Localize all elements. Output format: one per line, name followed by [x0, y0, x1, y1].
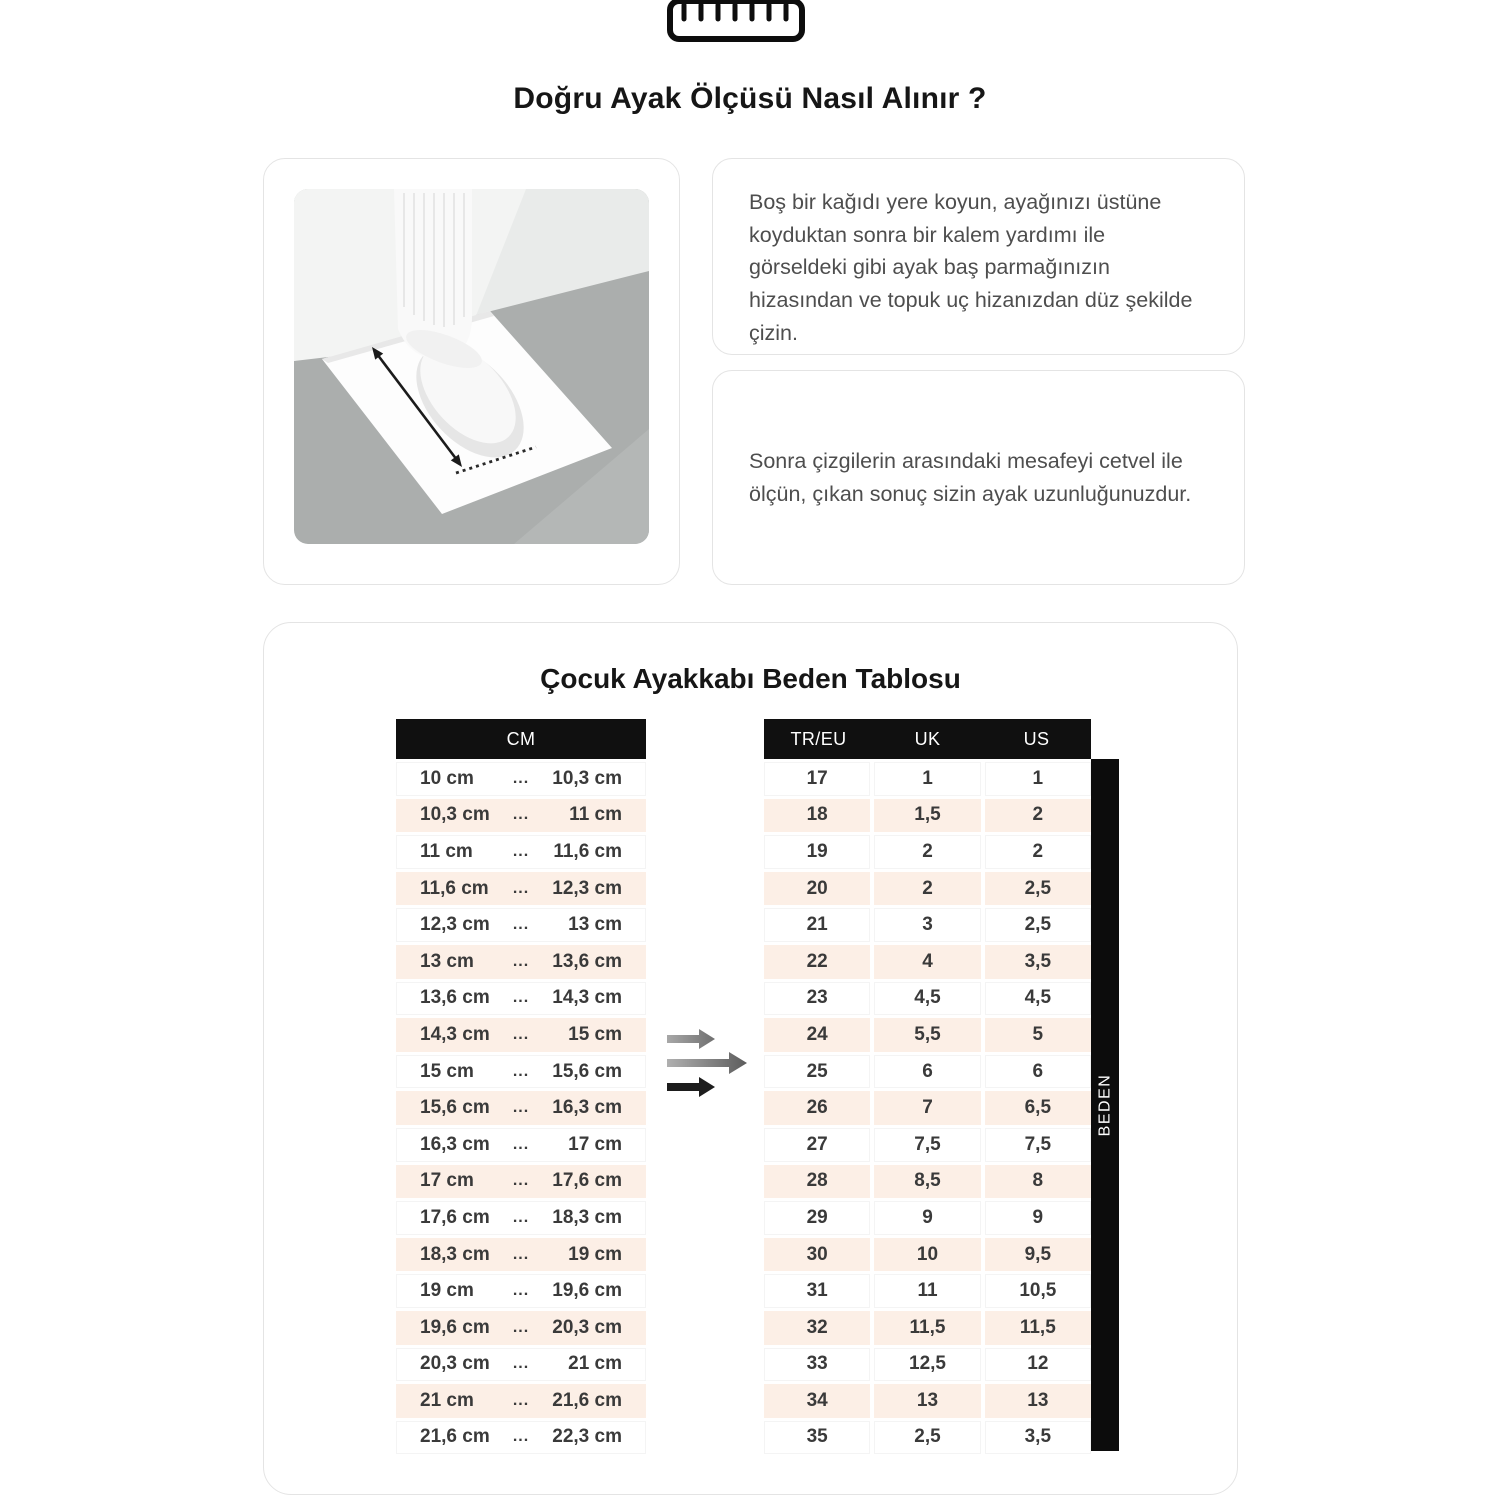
- table-row: [396, 1421, 646, 1455]
- size-cell: 9: [985, 1201, 1091, 1235]
- size-cell: 34: [764, 1384, 870, 1418]
- table-row: [396, 1384, 646, 1418]
- beden-label: BEDEN: [1096, 1073, 1113, 1137]
- cm-separator: ...: [512, 989, 530, 1007]
- cm-from: 17,6 cm: [420, 1206, 490, 1228]
- size-cell: 3,5: [985, 1421, 1091, 1455]
- size-cell: 13: [985, 1384, 1091, 1418]
- table-row: [764, 872, 1091, 906]
- table-row: [764, 799, 1091, 833]
- size-cell: 23: [764, 982, 870, 1016]
- size-cell: 4: [874, 945, 980, 979]
- size-cell: 11,5: [985, 1311, 1091, 1345]
- cm-to: 17 cm: [568, 1133, 622, 1155]
- cm-to: 15 cm: [568, 1023, 622, 1045]
- size-cell: 28: [764, 1165, 870, 1199]
- cm-separator: ...: [512, 1245, 530, 1263]
- table-row: [764, 1018, 1091, 1052]
- cm-to: 16,3 cm: [552, 1097, 622, 1119]
- table-row: [764, 1274, 1091, 1308]
- cm-from: 15,6 cm: [420, 1097, 490, 1119]
- size-table-card: [263, 622, 1238, 1495]
- table-row: [764, 982, 1091, 1016]
- size-cell: 7,5: [985, 1128, 1091, 1162]
- size-cell: 12,5: [874, 1348, 980, 1382]
- size-cell: 5,5: [874, 1018, 980, 1052]
- size-cell: 11: [874, 1274, 980, 1308]
- size-cell: 9,5: [985, 1238, 1091, 1272]
- table-row: [764, 1348, 1091, 1382]
- size-cell: 25: [764, 1055, 870, 1089]
- cm-separator: ...: [512, 1282, 530, 1300]
- size-table-title: Çocuk Ayakkabı Beden Tablosu: [540, 663, 961, 694]
- size-cell: 9: [874, 1201, 980, 1235]
- cm-to: 15,6 cm: [552, 1060, 622, 1082]
- cm-table-body: [396, 762, 646, 1454]
- cm-separator: ...: [512, 1428, 530, 1446]
- size-cell: 10,5: [985, 1274, 1091, 1308]
- table-row: [764, 1201, 1091, 1235]
- cm-separator: ...: [512, 1355, 530, 1373]
- cm-separator: ...: [512, 1318, 530, 1336]
- size-cell: 19: [764, 835, 870, 869]
- size-table-body: [764, 762, 1091, 1454]
- cm-from: 19 cm: [420, 1280, 474, 1302]
- table-row: [764, 908, 1091, 942]
- cm-from: 18,3 cm: [420, 1243, 490, 1265]
- size-cell: 31: [764, 1274, 870, 1308]
- size-cell: 21: [764, 908, 870, 942]
- cm-to: 14,3 cm: [552, 987, 622, 1009]
- cm-to: 10,3 cm: [552, 767, 622, 789]
- page-title: Doğru Ayak Ölçüsü Nasıl Alınır ?: [513, 82, 987, 115]
- cm-to: 20,3 cm: [552, 1316, 622, 1338]
- table-row: [396, 762, 646, 796]
- cm-to: 18,3 cm: [552, 1206, 622, 1228]
- size-cell: 32: [764, 1311, 870, 1345]
- cm-from: 19,6 cm: [420, 1316, 490, 1338]
- size-cell: 24: [764, 1018, 870, 1052]
- table-row: [396, 945, 646, 979]
- how-to-section: [263, 158, 1245, 585]
- cm-separator: ...: [512, 1062, 530, 1080]
- instruction-card-2: [712, 370, 1245, 585]
- table-row: [396, 982, 646, 1016]
- cm-from: 11 cm: [420, 840, 473, 862]
- cm-from: 13,6 cm: [420, 987, 490, 1009]
- table-row: [764, 1384, 1091, 1418]
- size-cell: 8: [985, 1165, 1091, 1199]
- cm-to: 13 cm: [568, 914, 622, 936]
- size-cell: 20: [764, 872, 870, 906]
- beden-side-bar: [1091, 759, 1119, 1451]
- table-row: [764, 1421, 1091, 1455]
- table-row: [396, 1348, 646, 1382]
- header-uk: UK: [914, 728, 941, 749]
- cm-separator: ...: [512, 842, 530, 860]
- size-cell: 11,5: [874, 1311, 980, 1345]
- cm-to: 21,6 cm: [552, 1389, 622, 1411]
- size-cell: 2,5: [874, 1421, 980, 1455]
- cm-separator: ...: [512, 1208, 530, 1226]
- table-row: [396, 799, 646, 833]
- size-cell: 7: [874, 1091, 980, 1125]
- foot-measure-photo-card: [263, 158, 680, 585]
- size-cell: 6: [985, 1055, 1091, 1089]
- table-row: [764, 762, 1091, 796]
- table-row: [396, 1055, 646, 1089]
- size-cell: 5: [985, 1018, 1091, 1052]
- size-cell: 33: [764, 1348, 870, 1382]
- cm-to: 11 cm: [569, 804, 622, 826]
- size-cell: 3,5: [985, 945, 1091, 979]
- cm-separator: ...: [512, 769, 530, 787]
- cm-from: 12,3 cm: [420, 914, 490, 936]
- size-cell: 12: [985, 1348, 1091, 1382]
- instruction-card-1: [712, 158, 1245, 355]
- cm-separator: ...: [512, 1391, 530, 1409]
- size-cell: 1: [985, 762, 1091, 796]
- size-cell: 2,5: [985, 908, 1091, 942]
- cm-from: 20,3 cm: [420, 1353, 490, 1375]
- size-cell: 18: [764, 799, 870, 833]
- table-row: [764, 945, 1091, 979]
- size-conversion-table: [764, 719, 1091, 1454]
- cm-table: [396, 719, 646, 1454]
- table-row: [396, 1238, 646, 1272]
- arrows-right-icon: [667, 1027, 749, 1097]
- cm-to: 11,6 cm: [553, 840, 622, 862]
- cm-separator: ...: [512, 1135, 530, 1153]
- table-row: [764, 1238, 1091, 1272]
- cm-from: 16,3 cm: [420, 1133, 490, 1155]
- size-cell: 4,5: [874, 982, 980, 1016]
- size-cell: 4,5: [985, 982, 1091, 1016]
- size-cell: 13: [874, 1384, 980, 1418]
- instructions-column: [712, 158, 1245, 585]
- cm-to: 19,6 cm: [552, 1280, 622, 1302]
- cm-from: 17 cm: [420, 1170, 474, 1192]
- size-cell: 35: [764, 1421, 870, 1455]
- cm-to: 13,6 cm: [552, 950, 622, 972]
- size-table-header: [764, 719, 1091, 759]
- table-row: [396, 1201, 646, 1235]
- cm-header-label: CM: [506, 728, 536, 749]
- size-cell: 2: [874, 872, 980, 906]
- table-row: [396, 835, 646, 869]
- table-row: [764, 1055, 1091, 1089]
- size-cell: 2: [874, 835, 980, 869]
- table-row: [764, 1311, 1091, 1345]
- header-tr-eu: TR/EU: [790, 728, 847, 749]
- instruction-text-2: Sonra çizgilerin arasındaki mesafeyi cetvel ile ölçün, çıkan sonuç sizin ayak uzunluğunuzdur.: [749, 448, 1192, 506]
- foot-measure-photo: [294, 189, 649, 544]
- cm-from: 11,6 cm: [420, 877, 489, 899]
- cm-table-header: [396, 719, 646, 759]
- table-row: [396, 1274, 646, 1308]
- size-cell: 1,5: [874, 799, 980, 833]
- size-cell: 6: [874, 1055, 980, 1089]
- size-cell: 6,5: [985, 1091, 1091, 1125]
- cm-separator: ...: [512, 1172, 530, 1190]
- cm-from: 10 cm: [420, 767, 474, 789]
- size-cell: 2,5: [985, 872, 1091, 906]
- cm-separator: ...: [512, 1025, 530, 1043]
- size-cell: 26: [764, 1091, 870, 1125]
- size-cell: 2: [985, 799, 1091, 833]
- table-row: [764, 835, 1091, 869]
- table-row: [396, 1128, 646, 1162]
- cm-from: 10,3 cm: [420, 804, 490, 826]
- table-row: [396, 1311, 646, 1345]
- size-cell: 7,5: [874, 1128, 980, 1162]
- ruler-icon: [666, 0, 806, 42]
- table-row: [764, 1165, 1091, 1199]
- size-cell: 8,5: [874, 1165, 980, 1199]
- cm-to: 12,3 cm: [552, 877, 622, 899]
- cm-from: 14,3 cm: [420, 1023, 490, 1045]
- size-cell: 1: [874, 762, 980, 796]
- cm-separator: ...: [512, 1099, 530, 1117]
- cm-from: 21 cm: [420, 1389, 474, 1411]
- size-cell: 3: [874, 908, 980, 942]
- instruction-text-1: Boş bir kağıdı yere koyun, ayağınızı üstüne koyduktan sonra bir kalem yardımı ile görseldeki gibi ayak baş parmağınızın hizasından ve topuk uç hizanızdan düz şekilde çizin.: [749, 190, 1193, 345]
- size-cell: 17: [764, 762, 870, 796]
- header-us: US: [1023, 728, 1050, 749]
- table-row: [396, 1091, 646, 1125]
- cm-separator: ...: [512, 952, 530, 970]
- cm-to: 22,3 cm: [552, 1426, 622, 1448]
- table-row: [396, 1018, 646, 1052]
- size-cell: 10: [874, 1238, 980, 1272]
- size-cell: 22: [764, 945, 870, 979]
- size-cell: 2: [985, 835, 1091, 869]
- table-row: [396, 1165, 646, 1199]
- table-row: [764, 1128, 1091, 1162]
- cm-from: 13 cm: [420, 950, 474, 972]
- size-cell: 29: [764, 1201, 870, 1235]
- cm-to: 17,6 cm: [552, 1170, 622, 1192]
- table-row: [396, 908, 646, 942]
- cm-separator: ...: [512, 879, 530, 897]
- cm-from: 15 cm: [420, 1060, 474, 1082]
- cm-separator: ...: [512, 806, 530, 824]
- cm-from: 21,6 cm: [420, 1426, 490, 1448]
- cm-to: 21 cm: [568, 1353, 622, 1375]
- table-row: [396, 872, 646, 906]
- cm-to: 19 cm: [568, 1243, 622, 1265]
- cm-separator: ...: [512, 916, 530, 934]
- size-cell: 30: [764, 1238, 870, 1272]
- table-row: [764, 1091, 1091, 1125]
- size-cell: 27: [764, 1128, 870, 1162]
